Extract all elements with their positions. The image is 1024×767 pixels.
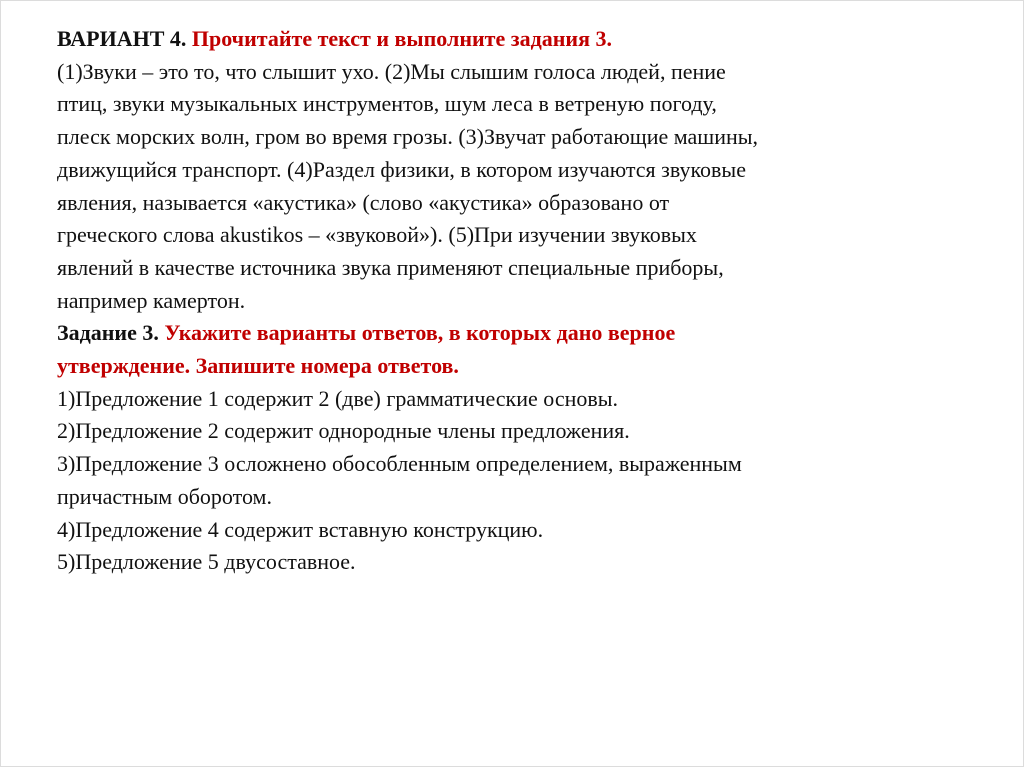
heading-line [57,23,977,56]
slide-content [57,23,977,579]
text-line: плеск морских волн, гром во время грозы. (3)Звучат работающие машины, [57,124,759,150]
text-line: явления, называется «акустика» (слово «акустика» образовано от [57,189,670,215]
variant-label: ВАРИАНТ 4. [57,26,187,51]
text-line: например камертон. [57,287,246,313]
answer-option: 5)Предложение 5 двусоставное. [57,549,356,575]
text-line: птиц, звуки музыкальных инструментов, шум леса в ветреную погоду, [57,91,717,117]
task-heading-line [57,317,977,350]
answer-option: 1)Предложение 1 содержит 2 (две) грамматические основы. [57,385,619,411]
text-line: явлений в качестве источника звука применяют специальные приборы, [57,254,724,280]
task-instruction-part2: утверждение. Запишите номера ответов. [57,353,459,379]
task-label: Задание 3. [57,320,159,346]
answer-option: 4)Предложение 4 содержит вставную конструкцию. [57,516,544,542]
text-line: движущийся транспорт. (4)Раздел физики, в котором изучаются звуковые [57,156,746,182]
heading-instruction: Прочитайте текст и выполните задания 3. [191,26,612,51]
text-line: греческого слова akustikos – «звуковой»). (5)При изучении звуковых [57,222,697,248]
answer-option: 3)Предложение 3 осложнено обособленным определением, выраженным [57,451,742,477]
reading-text [57,56,977,318]
answer-option: 2)Предложение 2 содержит однородные члены предложения. [57,418,630,444]
text-line: (1)Звуки – это то, что слышит ухо. (2)Мы слышим голоса людей, пение [57,58,726,84]
task-instruction-part1: Укажите варианты ответов, в которых дано верное [164,320,676,346]
answer-options [57,383,977,579]
answer-option-continuation: причастным оборотом. [57,483,272,509]
